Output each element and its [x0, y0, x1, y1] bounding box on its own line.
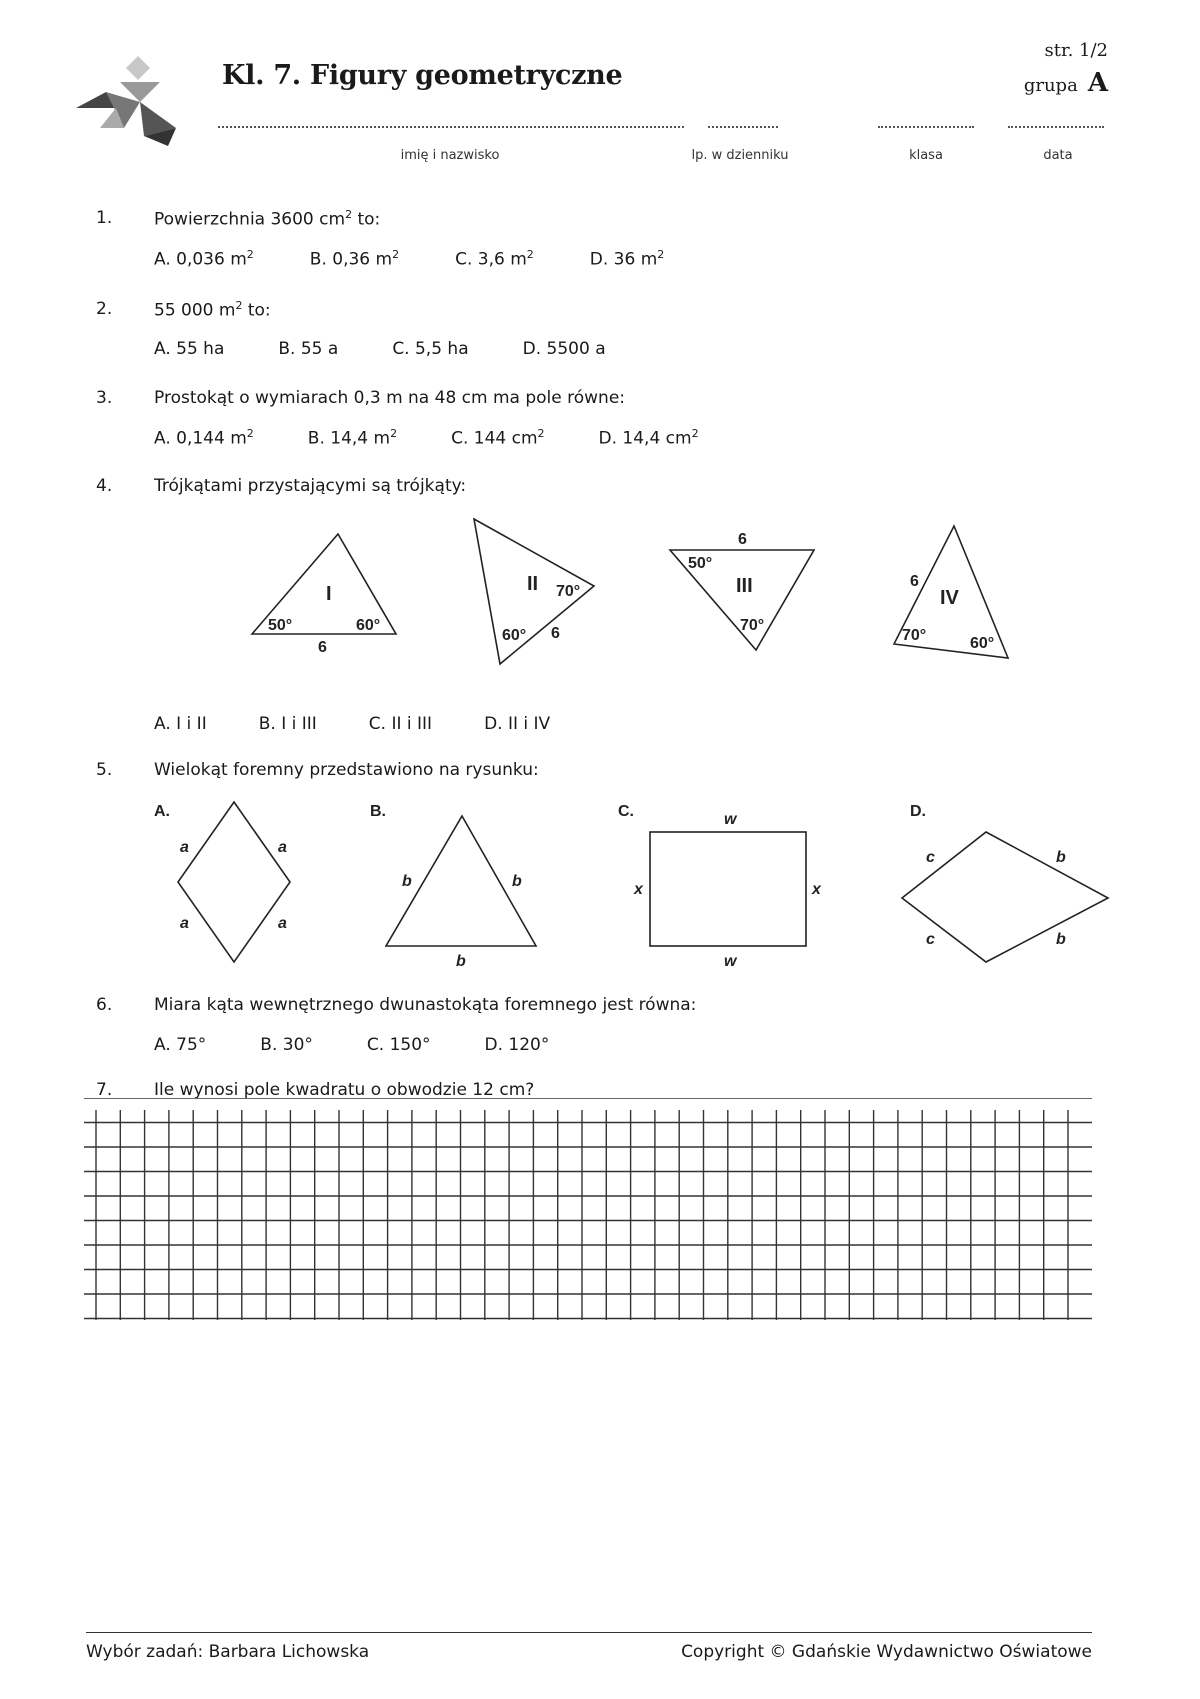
answer-option[interactable]: A. I i II: [154, 714, 207, 734]
shape-B-side: b: [512, 873, 522, 890]
shape-D-side: b: [1056, 849, 1066, 866]
question-5-text: Wielokąt foremny przedstawiono na rysunku:: [154, 760, 539, 780]
polygons-figure: [0, 790, 1200, 970]
triangle-II-angle-2: 60°: [502, 627, 527, 644]
question-4-answers: [154, 714, 598, 734]
answer-option[interactable]: C. 144 $cm^2$: [451, 427, 545, 449]
answer-option[interactable]: D. 120°: [484, 1035, 550, 1055]
question-5-number: 5.: [96, 760, 113, 780]
footer-divider: [86, 1632, 1092, 1633]
question-1-number: 1.: [96, 208, 113, 228]
shape-D-side: c: [926, 849, 935, 866]
shape-B-side: b: [402, 873, 412, 890]
answer-grid[interactable]: [84, 1098, 1094, 1320]
triangle-III-angle-2: 70°: [740, 617, 765, 634]
triangle-I-angle-1: 50°: [268, 617, 293, 634]
question-1-answers: [154, 248, 712, 270]
answer-option[interactable]: C. 150°: [366, 1035, 431, 1055]
shape-A-side: a: [278, 915, 287, 932]
answer-option[interactable]: A. 0,036 $m^2$: [154, 248, 254, 270]
footer-copyright: Copyright © Gdańskie Wydawnictwo Oświatowe: [681, 1642, 1092, 1662]
publisher-logo: [76, 56, 182, 148]
answer-option[interactable]: D. 14,4 $cm^2$: [598, 427, 699, 449]
triangle-I-side: 6: [318, 639, 327, 656]
date-field-label: data: [1043, 148, 1073, 163]
shape-D-label: D.: [910, 803, 926, 820]
shape-B-side: b: [456, 953, 466, 970]
shape-A-label: A.: [154, 803, 170, 820]
answer-option[interactable]: A. 75°: [154, 1035, 207, 1055]
question-3-text: Prostokąt o wymiarach 0,3 m na 48 cm ma pole równe:: [154, 388, 626, 408]
shape-D-side: b: [1056, 931, 1066, 948]
answer-option[interactable]: D. 5500 a: [522, 339, 606, 359]
triangle-II-angle-1: 70°: [556, 583, 581, 600]
date-field[interactable]: [1008, 124, 1104, 128]
triangle-I-label: I: [326, 583, 332, 605]
question-6-answers: [154, 1035, 597, 1055]
question-3-answers: [154, 427, 747, 449]
question-3-number: 3.: [96, 388, 113, 408]
shape-C-side-top: w: [724, 811, 737, 828]
question-2-number: 2.: [96, 299, 113, 319]
footer-author: Wybór zadań: Barbara Lichowska: [86, 1642, 370, 1662]
question-4-text: Trójkątami przystającymi są trójkąty:: [154, 476, 467, 496]
question-6-number: 6.: [96, 995, 113, 1015]
answer-option[interactable]: A. 0,144 $m^2$: [154, 427, 254, 449]
answer-option[interactable]: C. 3,6 $m^2$: [455, 248, 534, 270]
answer-option[interactable]: B. 0,36 $m^2$: [309, 248, 400, 270]
answer-option[interactable]: C. II i III: [368, 714, 433, 734]
question-7-number: 7.: [96, 1080, 113, 1100]
triangle-III-side: 6: [738, 531, 747, 548]
shape-C-side-right: x: [812, 881, 821, 898]
question-2-answers: [154, 339, 654, 359]
question-1-text: Powierzchnia 3600 $cm^2$ to:: [154, 208, 381, 230]
class-field[interactable]: [878, 124, 974, 128]
class-number-field-label: lp. w dzienniku: [691, 148, 789, 163]
shape-A-side: a: [278, 839, 287, 856]
shape-A-side: a: [180, 915, 189, 932]
group-label: grupa: [1023, 75, 1078, 96]
triangle-IV-side: 6: [910, 573, 919, 590]
shape-C-label: C.: [618, 803, 634, 820]
answer-option[interactable]: A. 55 ha: [154, 339, 225, 359]
shape-C-rectangle: [650, 832, 806, 946]
answer-option[interactable]: D. II i IV: [484, 714, 551, 734]
class-number-field[interactable]: [708, 124, 778, 128]
triangle-III-label: III: [736, 575, 753, 597]
triangle-IV-angle-2: 60°: [970, 635, 995, 652]
answer-option[interactable]: B. 14,4 $m^2$: [307, 427, 398, 449]
group-value: A: [1087, 68, 1108, 98]
question-6-text: Miara kąta wewnętrznego dwunastokąta foremnego jest równa:: [154, 995, 697, 1015]
shape-B-label: B.: [370, 803, 386, 820]
shape-C-side-left: x: [634, 881, 643, 898]
answer-option[interactable]: B. I i III: [258, 714, 317, 734]
shape-A-side: a: [180, 839, 189, 856]
answer-option[interactable]: B. 30°: [260, 1035, 313, 1055]
group-indicator: [1024, 68, 1108, 98]
triangle-I-angle-2: 60°: [356, 617, 381, 634]
class-field-label: klasa: [909, 148, 943, 163]
page-number: str. 1/2: [1044, 40, 1108, 61]
answer-option[interactable]: C. 5,5 ha: [392, 339, 469, 359]
shape-A-rhombus: [178, 802, 290, 962]
triangle-II-label: II: [527, 573, 539, 595]
shape-D-side: c: [926, 931, 935, 948]
triangle-III-angle-1: 50°: [688, 555, 713, 572]
answer-option[interactable]: B. 55 a: [278, 339, 339, 359]
question-2-text: 55 000 $m^2$ to:: [154, 299, 271, 321]
triangle-IV-angle-1: 70°: [902, 627, 927, 644]
question-4-number: 4.: [96, 476, 113, 496]
question-7-text: Ile wynosi pole kwadratu o obwodzie 12 cm?: [154, 1080, 535, 1100]
answer-option[interactable]: D. 36 $m^2$: [589, 248, 665, 270]
triangles-figure: [0, 510, 1200, 680]
triangle-IV-label: IV: [940, 587, 959, 609]
name-field-label: imię i nazwisko: [400, 148, 500, 163]
shape-C-side-bottom: w: [724, 953, 737, 970]
name-field[interactable]: [218, 124, 684, 128]
document-title: Kl. 7. Figury geometryczne: [222, 60, 623, 91]
triangle-II-side: 6: [551, 625, 560, 642]
